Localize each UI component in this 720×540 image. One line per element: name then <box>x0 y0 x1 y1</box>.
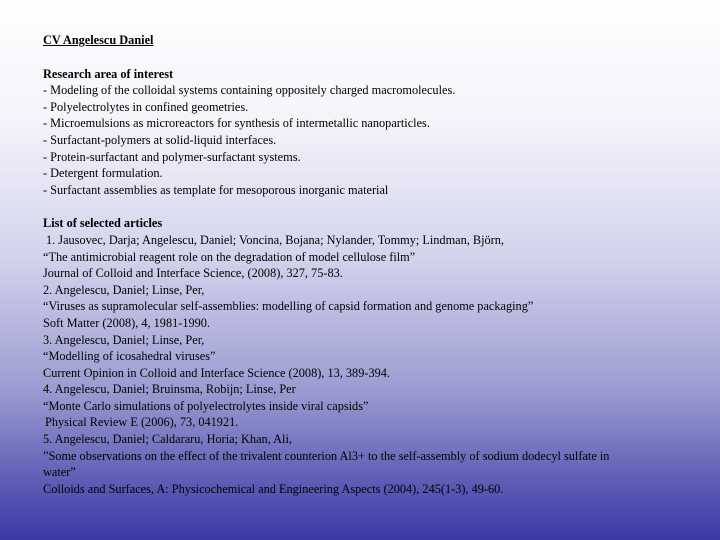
article-title: “Monte Carlo simulations of polyelectrolytes inside viral capsids” <box>43 398 369 413</box>
article-journal: Physical Review E (2006), 73, 041921. <box>45 415 239 430</box>
article-title: “The antimicrobial reagent role on the degradation of model cellulose film” <box>43 249 416 264</box>
article-authors: 1. Jausovec, Darja; Angelescu, Daniel; Voncina, Bojana; Nylander, Tommy; Lindman, Björn, <box>46 232 504 247</box>
article-authors: 5. Angelescu, Daniel; Caldararu, Horia; Khan, Ali, <box>43 432 292 447</box>
article-item <box>43 232 713 282</box>
article-journal: Journal of Colloid and Interface Science, (2008), 327, 75-83. <box>43 266 343 281</box>
research-item: - Surfactant assemblies as template for mesoporous inorganic material <box>43 182 389 197</box>
article-item <box>43 282 713 332</box>
research-item: - Protein-surfactant and polymer-surfactant systems. <box>43 149 301 164</box>
research-item: - Surfactant-polymers at solid-liquid interfaces. <box>43 132 277 147</box>
article-title: ”Some observations on the effect of the trivalent counterion Al3+ to the self-assembly of sodium dodecyl sulfate in water” <box>43 448 610 480</box>
article-journal: Soft Matter (2008), 4, 1981-1990. <box>43 315 211 330</box>
cv-document <box>43 32 713 497</box>
research-item: - Detergent formulation. <box>43 166 163 181</box>
spacer <box>43 198 713 215</box>
article-title: “Modelling of icosahedral viruses” <box>43 349 216 364</box>
research-item: - Polyelectrolytes in confined geometries. <box>43 99 249 114</box>
articles-heading: List of selected articles <box>43 216 163 231</box>
article-authors: 2. Angelescu, Daniel; Linse, Per, <box>43 282 205 297</box>
article-item <box>43 332 713 382</box>
article-journal: Current Opinion in Colloid and Interface Science (2008), 13, 389-394. <box>43 365 390 380</box>
article-authors: 3. Angelescu, Daniel; Linse, Per, <box>43 332 205 347</box>
research-item: - Microemulsions as microreactors for synthesis of intermetallic nanoparticles. <box>43 116 430 131</box>
article-journal: Colloids and Surfaces, A: Physicochemical and Engineering Aspects (2004), 245(1-3), 49-60. <box>43 481 504 496</box>
article-authors: 4. Angelescu, Daniel; Bruinsma, Robijn; Linse, Per <box>43 382 296 397</box>
research-section <box>43 66 713 199</box>
article-title: “Viruses as supramolecular self-assemblies: modelling of capsid formation and genome packaging” <box>43 299 534 314</box>
research-item: - Modeling of the colloidal systems containing oppositely charged macromolecules. <box>43 83 456 98</box>
articles-section <box>43 215 713 497</box>
spacer <box>43 49 713 66</box>
research-list <box>43 82 713 198</box>
research-heading: Research area of interest <box>43 66 174 81</box>
document-title: CV Angelescu Daniel <box>43 33 154 47</box>
articles-list <box>43 232 713 498</box>
article-item <box>43 431 713 497</box>
article-item <box>43 381 713 431</box>
